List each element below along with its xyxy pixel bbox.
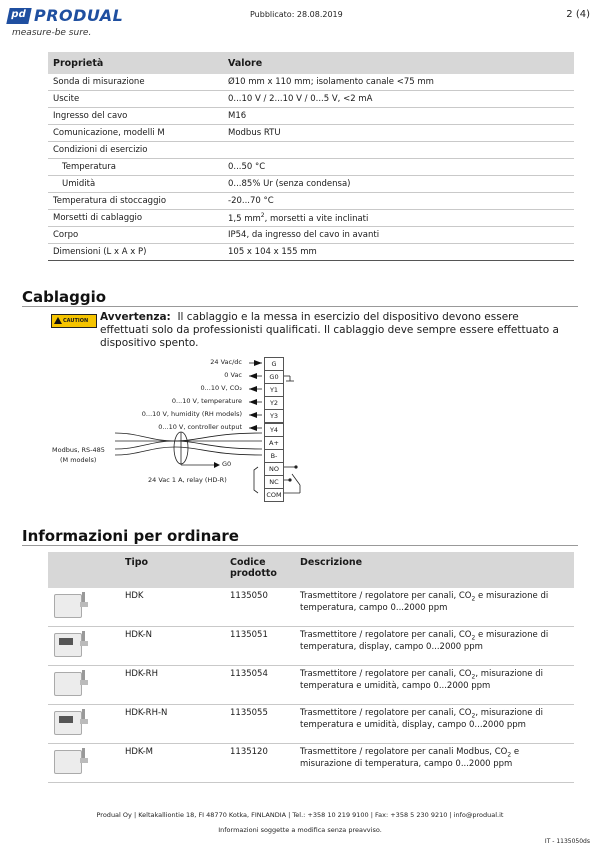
spec-header-row [48, 52, 574, 74]
spec-col-value: Valore [223, 52, 574, 74]
wire-label-co2: 0...10 V, CO₂ [200, 384, 242, 392]
spec-value: 105 x 104 x 155 mm [223, 244, 574, 261]
order-header-row [48, 552, 574, 588]
section-title-wiring: Cablaggio [22, 288, 107, 306]
wire-label-24vac: 24 Vac/dc [210, 358, 242, 366]
spec-key: Temperatura di stoccaggio [48, 193, 223, 210]
product-image [52, 590, 88, 618]
product-description: Trasmettitore / regolatore per canali Modbus, $CO_2$ e misurazione di temperatura, campo 0...2000 ppm [295, 744, 574, 783]
footer-notice: Informazioni soggette a modifica senza preavviso. [218, 826, 382, 834]
spec-key: Sonda di misurazione [48, 74, 223, 91]
spec-row [48, 125, 574, 142]
product-description: Trasmettitore / regolatore per canali, $CO_2$ e misurazione di temperatura, display, campo 0...2000 ppm [295, 627, 574, 666]
product-type: HDK [120, 588, 225, 627]
spec-row [48, 142, 574, 159]
order-row [48, 744, 574, 783]
product-description: Trasmettitore / regolatore per canali, $CO_2$, misurazione di temperatura e umidità, display, campo 0...2000 ppm [295, 705, 574, 744]
terminal-y4: Y4 [264, 423, 284, 437]
spec-key: Dimensioni (L x A x P) [48, 244, 223, 261]
section-title-ordering: Informazioni per ordinare [22, 527, 239, 545]
product-image [52, 746, 88, 774]
footer-contact: Produal Oy | Keltakalliontie 18, FI 48770 Kotka, FINLANDIA | Tel.: +358 10 219 9100 | Fax: +358 5 230 9210 | info@produal.it [96, 811, 504, 819]
spec-key: Condizioni di esercizio [48, 142, 223, 159]
spec-value: Ø10 mm x 110 mm; isolamento canale <75 mm [223, 74, 574, 91]
published-date: Pubblicato: 28.08.2019 [250, 10, 343, 19]
warning-icon [54, 317, 62, 324]
spec-value: Modbus RTU [223, 125, 574, 142]
order-row [48, 627, 574, 666]
product-description: Trasmettitore / regolatore per canali, $CO_2$ e misurazione di temperatura, campo 0...2000 ppm [295, 588, 574, 627]
g0-label: G0 [222, 460, 232, 468]
product-type: HDK-N [120, 627, 225, 666]
relay-label: 24 Vac 1 A, relay (HD-R) [148, 476, 227, 484]
order-col-image [48, 552, 120, 588]
logo-mark: pd [6, 8, 31, 24]
logo-text: PRODUAL [34, 6, 124, 25]
spec-row [48, 210, 574, 227]
spec-row [48, 91, 574, 108]
product-image [52, 668, 88, 696]
modbus-sublabel: (M models) [60, 456, 97, 464]
terminal-y1: Y1 [264, 383, 284, 397]
terminal-g: G [264, 357, 284, 371]
product-type: HDK-M [120, 744, 225, 783]
spec-value [223, 142, 574, 159]
spec-value: M16 [223, 108, 574, 125]
spec-row [48, 227, 574, 244]
spec-row [48, 193, 574, 210]
warning-text: Avvertenza: Il cablaggio e la messa in esercizio del dispositivo devono essere effettuati solo da professionisti qualificati. Il cablaggio deve sempre essere effettuato a dispositivo spento. [100, 311, 559, 349]
section-divider [22, 545, 578, 546]
order-col-type: Tipo [120, 552, 225, 588]
order-table [48, 552, 574, 783]
product-code: 1135055 [225, 705, 295, 744]
terminal-y3: Y3 [264, 409, 284, 423]
order-row [48, 666, 574, 705]
product-code: 1135050 [225, 588, 295, 627]
spec-value: 0...85% Ur (senza condensa) [223, 176, 574, 193]
product-image [52, 707, 88, 735]
spec-key: Comunicazione, modelli M [48, 125, 223, 142]
spec-row [48, 108, 574, 125]
order-row [48, 588, 574, 627]
modbus-label: Modbus, RS-485 [52, 446, 105, 454]
product-code: 1135054 [225, 666, 295, 705]
product-description: Trasmettitore / regolatore per canali, $CO_2$, misurazione di temperatura e umidità, campo 0...2000 ppm [295, 666, 574, 705]
terminal-nc: NC [264, 475, 284, 489]
spec-key: Morsetti di cablaggio [48, 210, 223, 227]
spec-key: Temperatura [48, 159, 223, 176]
spec-row [48, 244, 574, 261]
order-col-code: Codice prodotto [225, 552, 295, 588]
wire-label-controller: 0...10 V, controller output [158, 423, 242, 431]
wire-label-0vac: 0 Vac [224, 371, 242, 379]
spec-key: Corpo [48, 227, 223, 244]
logo-tagline: measure-be sure. [12, 28, 92, 38]
spec-value: -20...70 °C [223, 193, 574, 210]
spec-key: Uscite [48, 91, 223, 108]
page-number: 2 (4) [566, 9, 590, 20]
product-code: 1135051 [225, 627, 295, 666]
terminal-y2: Y2 [264, 396, 284, 410]
spec-table [48, 52, 574, 261]
terminal-g0: G0 [264, 370, 284, 384]
spec-value: 0...10 V / 2...10 V / 0...5 V, <2 mA [223, 91, 574, 108]
spec-value: 1,5 $mm^2$, morsetti a vite inclinati [223, 210, 574, 227]
spec-row [48, 159, 574, 176]
footer-doc-code: IT - 1135050ds [544, 838, 590, 845]
terminal-a: A+ [264, 436, 284, 450]
product-code: 1135120 [225, 744, 295, 783]
order-row [48, 705, 574, 744]
terminal-no: NO [264, 462, 284, 476]
spec-row [48, 176, 574, 193]
section-divider [22, 306, 578, 307]
spec-value: IP54, da ingresso del cavo in avanti [223, 227, 574, 244]
caution-badge: CAUTION [51, 314, 97, 328]
product-image [52, 629, 88, 657]
product-type: HDK-RH-N [120, 705, 225, 744]
product-type: HDK-RH [120, 666, 225, 705]
wire-label-temperature: 0...10 V, temperature [171, 397, 242, 405]
terminal-com: COM [264, 488, 284, 502]
wire-label-humidity: 0...10 V, humidity (RH models) [141, 410, 242, 418]
spec-key: Umidità [48, 176, 223, 193]
spec-row [48, 74, 574, 91]
spec-key: Ingresso del cavo [48, 108, 223, 125]
terminal-b: B- [264, 449, 284, 463]
spec-col-property: Proprietà [48, 52, 223, 74]
order-col-description: Descrizione [295, 552, 574, 588]
company-logo [8, 6, 124, 38]
spec-value: 0...50 °C [223, 159, 574, 176]
